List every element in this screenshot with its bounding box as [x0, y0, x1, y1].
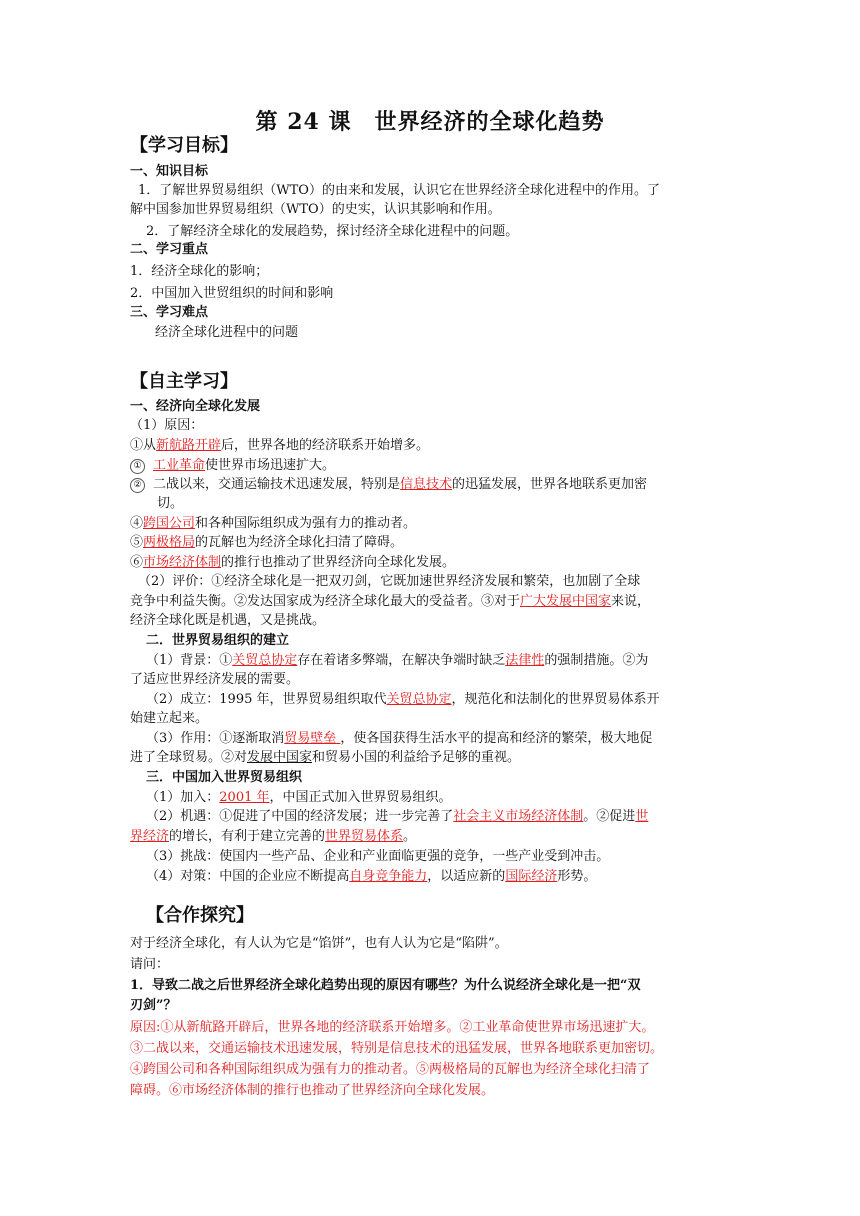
blank-answer: 市场经济体制: [143, 555, 222, 570]
page-title: 第 24 课 世界经济的全球化趋势: [255, 109, 605, 135]
blank-answer: 新航路开辟: [156, 438, 222, 453]
part-3-title: 三．中国加入世界贸易组织: [146, 770, 303, 785]
question-1-line-b: 刃剑”？: [130, 998, 177, 1013]
cause-3-cont: 切。: [157, 496, 184, 511]
blank-answer: 社会主义市场经济体制: [453, 809, 584, 824]
question-1-line-a: 1．导致二战之后世界经济全球化趋势出现的原因有哪些？为什么说经济全球化是一把“双: [130, 978, 641, 993]
establish-line-b: 始建立起来。: [130, 711, 209, 726]
key-point-2: 2．中国加入世贸组织的时间和影响: [130, 286, 334, 301]
cause-label: （1）原因：: [130, 418, 204, 433]
inquiry-ask: 请问：: [130, 957, 170, 972]
difficulty-1: 经济全球化进程中的问题: [155, 325, 299, 340]
blank-answer: 世界贸易体系: [325, 829, 404, 844]
function-line-a: （3）作用：①逐渐取消贸易壁垒 ，使各国获得生活水平的提高和经济的繁荣，极大地促: [146, 731, 653, 746]
key-point-1: 1．经济全球化的影响；: [130, 264, 269, 279]
opportunity-line-b: 界经济的增长，有利于建立完善的世界贸易体系。: [130, 829, 417, 844]
blank-answer: 跨国公司: [143, 516, 196, 531]
cause-6: ⑥市场经济体制的推行也推动了世界经济向全球化发展。: [130, 555, 456, 570]
answer-line-c: ④跨国公司和各种国际组织成为强有力的推动者。⑤两极格局的瓦解也为经济全球化扫清了: [130, 1062, 651, 1077]
background-line-b: 了适应世界经济发展的需要。: [130, 672, 300, 687]
cause-2: ① 工业革命使世界市场迅速扩大。: [130, 456, 730, 476]
challenge-line: （3）挑战：使国内一些产品、企业和产业面临更强的竞争，一些产业受到冲击。: [146, 849, 610, 864]
subsection-key-points: 二、学习重点: [130, 242, 209, 257]
goal-2: 2．了解经济全球化的发展趋势，探讨经济全球化进程中的问题。: [146, 224, 519, 239]
blank-answer: 自身竞争能力: [349, 869, 428, 884]
cause-5: ⑤两极格局的瓦解也为经济全球化扫清了障碍。: [130, 535, 404, 550]
answer-line-b: ③二战以来，交通运输技术迅速发展，特别是信息技术的迅猛发展，世界各地联系更加密切。: [130, 1041, 664, 1056]
blank-answer: 工业革命: [153, 458, 206, 473]
section-header-learning-goals: 【学习目标】: [130, 135, 238, 156]
part-1-title: 一、经济向全球化发展: [130, 399, 261, 414]
goal-1-line-b: 解中国参加世界贸易组织（WTO）的史实，认识其影响和作用。: [130, 202, 501, 217]
subsection-knowledge-goals: 一、知识目标: [130, 164, 209, 179]
blank-answer: 界经济: [130, 829, 170, 844]
underlined-term: 发展中国家: [247, 750, 313, 765]
blank-answer: 关贸总协定: [232, 653, 298, 668]
establish-line-a: （2）成立：1995 年，世界贸易组织取代关贸总协定，规范化和法制化的世界贸易体系开: [146, 692, 660, 707]
blank-answer: 法律性: [505, 653, 545, 668]
list-number: ②: [130, 478, 145, 493]
part-2-title: 二．世界贸易组织的建立: [146, 633, 290, 648]
blank-answer: 广大发展中国家: [520, 594, 612, 609]
blank-answer: 信息技术: [400, 477, 453, 492]
list-number: ①: [130, 459, 145, 474]
blank-answer: 关贸总协定: [386, 692, 452, 707]
section-header-cooperative-inquiry: 【合作探究】: [146, 905, 254, 926]
function-line-b: 进了全球贸易。②对发展中国家和贸易小国的利益给予足够的重视。: [130, 750, 521, 765]
answer-line-a: 原因:①从新航路开辟后，世界各地的经济联系开始增多。②工业革命使世界市场迅速扩大。: [130, 1020, 655, 1035]
cause-1: ①从新航路开辟后，世界各地的经济联系开始增多。: [130, 438, 430, 453]
background-line-a: （1）背景：①关贸总协定存在着诸多弊端，在解决争端时缺乏法律性的强制措施。②为: [146, 653, 649, 668]
opportunity-line-a: （2）机遇：①促进了中国的经济发展；进一步完善了社会主义市场经济体制。②促进世: [146, 809, 649, 824]
blank-answer: 世: [635, 809, 649, 824]
countermeasure-line: （4）对策：中国的企业应不断提高自身竞争能力，以适应新的国际经济形势。: [146, 869, 597, 884]
blank-answer: 两极格局: [143, 535, 196, 550]
cause-3: ② 二战以来，交通运输技术迅速发展，特别是信息技术的迅猛发展，世界各地联系更加密: [130, 475, 730, 495]
answer-line-d: 障碍。⑥市场经济体制的推行也推动了世界经济向全球化发展。: [130, 1083, 495, 1098]
blank-answer: 2001 年: [219, 790, 270, 805]
blank-answer: 贸易壁垒: [284, 731, 341, 746]
section-header-self-study: 【自主学习】: [130, 371, 238, 392]
evaluation-line-b: 竞争中利益失衡。②发达国家成为经济全球化最大的受益者。③对于广大发展中国家来说，: [130, 594, 651, 609]
blank-answer: 国际经济: [505, 869, 558, 884]
inquiry-intro: 对于经济全球化，有人认为它是“馅饼”，也有人认为它是“陷阱”。: [130, 936, 508, 951]
goal-1-line-a: 1．了解世界贸易组织（WTO）的由来和发展，认识它在世界经济全球化进程中的作用。了: [138, 183, 660, 198]
cause-4: ④跨国公司和各种国际组织成为强有力的推动者。: [130, 516, 417, 531]
join-line: （1）加入：2001 年，中国正式加入世界贸易组织。: [146, 790, 452, 805]
evaluation-line-a: （2）评价：①经济全球化是一把双刃剑，它既加速世界经济发展和繁荣，也加剧了全球: [138, 574, 641, 589]
subsection-difficulties: 三、学习难点: [130, 305, 209, 320]
evaluation-line-c: 经济全球化既是机遇，又是挑战。: [130, 613, 326, 628]
